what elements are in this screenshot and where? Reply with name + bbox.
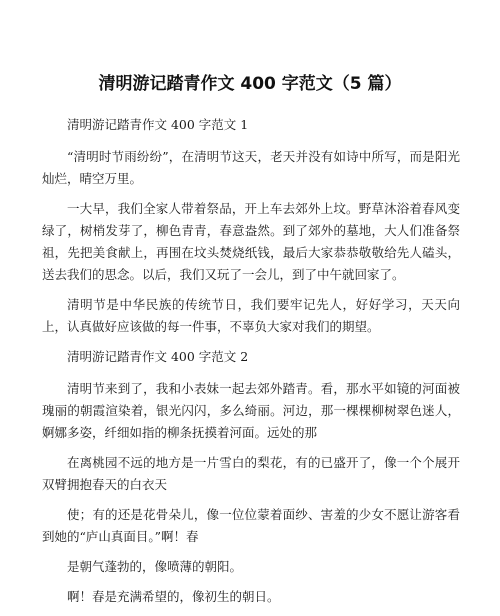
- document-body: [42, 114, 460, 616]
- essay-heading-1: 清明游记踏青作文 400 字范文 1: [67, 117, 249, 132]
- paragraph: 在离桃园不远的地方是一片雪白的梨花，有的已盛开了，像一个个展开双臂拥抱春天的白衣天: [42, 455, 460, 492]
- paragraph: 啊！春是充满希望的，像初生的朝日。: [67, 589, 280, 604]
- document-title: 清明游记踏青作文 400 字范文（5 篇）: [98, 74, 402, 94]
- essay-heading-2: 清明游记踏青作文 400 字范文 2: [67, 349, 249, 364]
- paragraph: 使；有的还是花骨朵儿，像一位位蒙着面纱、害羞的少女不愿让游客看到她的“庐山真面目。”啊！春: [42, 507, 460, 544]
- paragraph: 清明节是中华民族的传统节日，我们要牢记先人，好好学习，天天向上，认真做好应该做的每一件事，不辜负大家对我们的期望。: [42, 297, 460, 334]
- paragraph: 清明节来到了，我和小表妹一起去郊外踏青。看，那水平如镜的河面被瑰丽的朝霞渲染着，银光闪闪，多么绮丽。河边，那一棵棵柳树翠色迷人，婀娜多姿，纤细如指的柳条抚摸着河面。远处的那: [42, 381, 460, 440]
- paragraph: 是朝气蓬勃的，像喷薄的朝阳。: [67, 559, 243, 574]
- paragraph: 一大早，我们全家人带着祭品，开上车去郊外上坟。野草沐浴着春风变绿了，树梢发芽了，柳色青青，春意盎然。到了郊外的墓地，大人们准备祭祖，先把美食献上，再围在坟头焚烧纸钱，最后大家恭恭敬敬给先人磕头，送去我们的思念。以后，我们又玩了一会儿，到了中午就回家了。: [42, 201, 460, 282]
- paragraph: “清明时节雨纷纷”，在清明节这天，老天并没有如诗中所写，而是阳光灿烂，晴空万里。: [42, 149, 460, 186]
